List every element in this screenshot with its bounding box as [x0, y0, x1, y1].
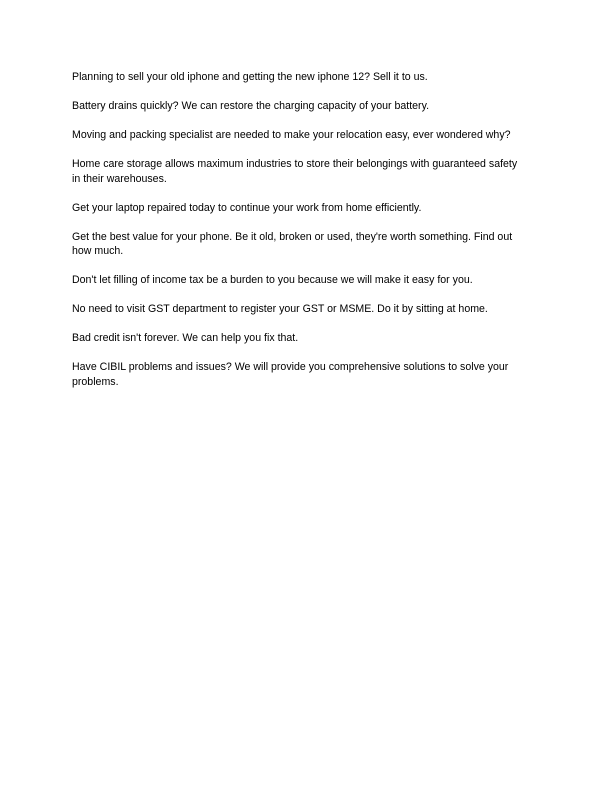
text-line: Get your laptop repaired today to continue your work from home efficiently.: [72, 201, 422, 214]
text-line: how much.: [72, 245, 124, 257]
paragraph-gst: [72, 302, 552, 317]
text-line: Bad credit isn't forever. We can help you fix that.: [72, 332, 299, 344]
text-line: Have CIBIL problems and issues? We will provide you comprehensive solutions to solve your: [72, 361, 509, 373]
paragraph-cibil: [72, 360, 552, 389]
paragraph-phone-value: [72, 230, 552, 259]
paragraph-battery: [72, 99, 552, 114]
text-line: Home care storage allows maximum industries to store their belongings with guaranteed safety: [72, 158, 518, 170]
text-line: Don't let filling of income tax be a burden to you because we will make it easy for you.: [72, 274, 473, 286]
text-line: No need to visit GST department to register your GST or MSME. Do it by sitting at home.: [72, 303, 488, 315]
text-line: Battery drains quickly? We can restore the charging capacity of your battery.: [72, 100, 430, 112]
paragraph-moving: [72, 128, 552, 143]
paragraph-laptop: [72, 201, 552, 216]
paragraph-storage: [72, 157, 552, 186]
text-line: in their warehouses.: [72, 172, 167, 185]
text-line: Planning to sell your old iphone and getting the new iphone 12? Sell it to us.: [72, 71, 428, 83]
text-line: Get the best value for your phone. Be it old, broken or used, they're worth something. Find out: [72, 230, 513, 243]
paragraph-sell-iphone: [72, 70, 552, 85]
document-page: [72, 70, 552, 404]
paragraph-bad-credit: [72, 331, 552, 346]
text-line: Moving and packing specialist are needed to make your relocation easy, ever wondered why?: [72, 129, 511, 141]
text-line: problems.: [72, 375, 119, 388]
paragraph-income-tax: [72, 273, 552, 288]
